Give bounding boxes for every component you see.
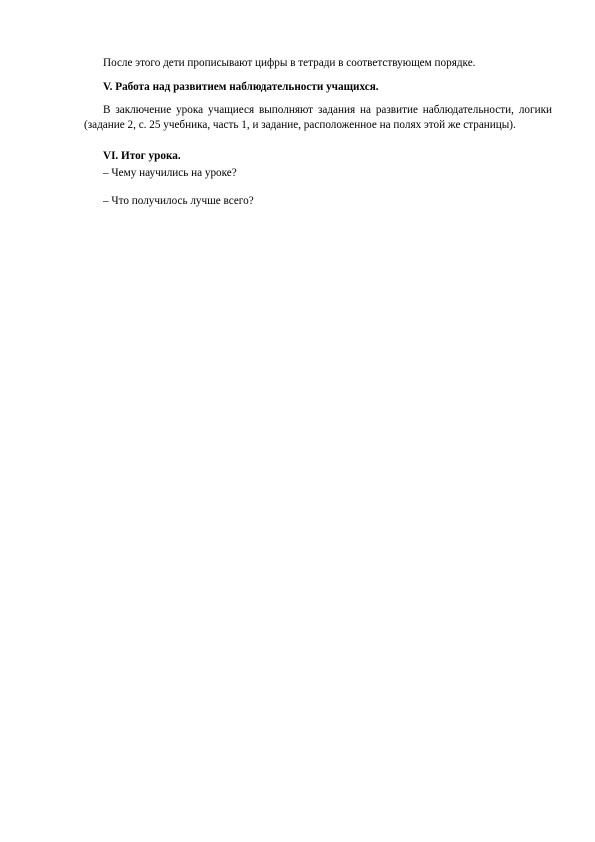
section-heading-observation: V. Работа над развитием наблюдательности учащихся. (103, 80, 379, 93)
section-heading-summary: VI. Итог урока. (103, 150, 181, 163)
question-what-went-best: – Что получилось лучше всего? (103, 194, 254, 207)
paragraph-digits-writing: После этого дети прописывают цифры в тетради в соответствующем порядке. (103, 57, 476, 69)
document-body (84, 56, 552, 210)
question-what-learned: – Чему научились на уроке? (103, 166, 237, 179)
paragraph-lesson-conclusion: В заключение урока учащиеся выполняют задания на развитие наблюдательности, логики (задание 2, с. 25 учебника, часть 1, и задание, расположенное на полях этой же страницы). (84, 103, 552, 132)
